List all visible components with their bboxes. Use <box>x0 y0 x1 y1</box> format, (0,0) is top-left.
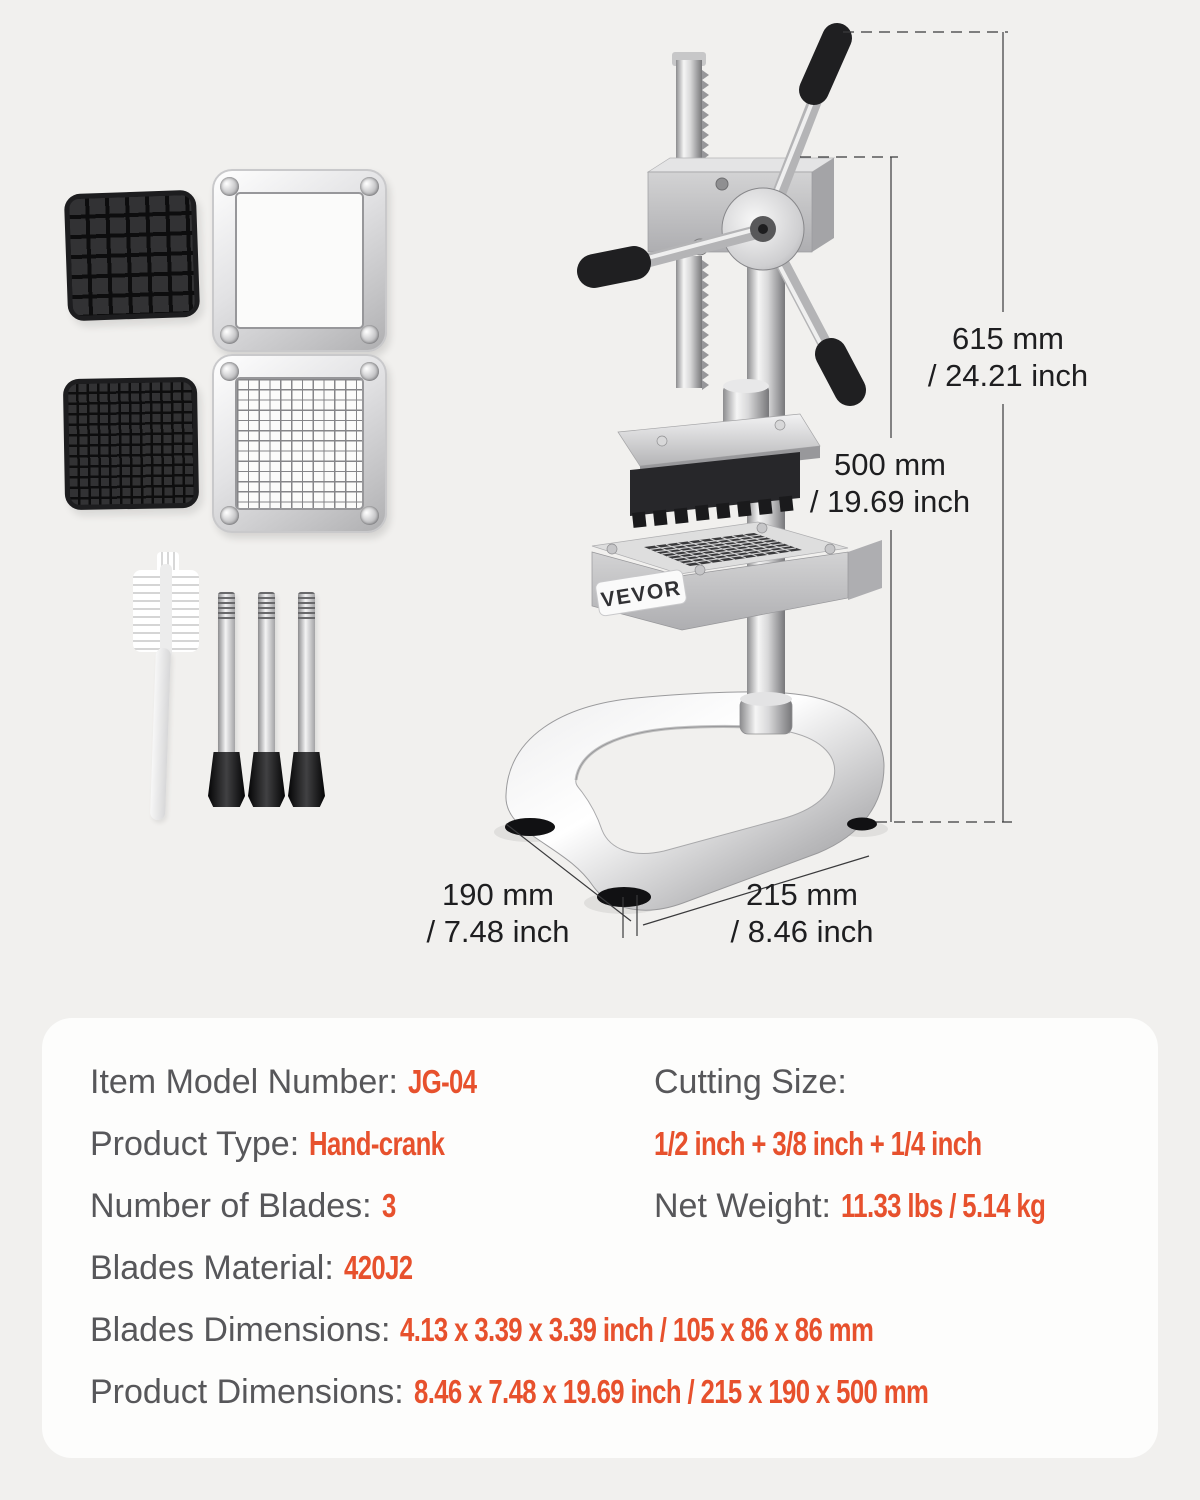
spec-blades-material <box>90 1248 432 1288</box>
spec-cutting-size-value <box>654 1124 1074 1164</box>
spec-label: Cutting Size: <box>654 1063 847 1101</box>
brand-label: VEVOR <box>599 576 684 613</box>
coarse-pusher-pegs <box>69 195 195 316</box>
blade-holder <box>592 522 882 630</box>
spec-value: 1/2 inch + 3/8 inch + 1/4 inch <box>654 1125 982 1162</box>
spec-product-dimensions <box>90 1372 1073 1412</box>
spare-rod <box>298 592 315 758</box>
spec-label: Item Model Number: <box>90 1063 398 1101</box>
rod-thread <box>218 592 235 620</box>
screw-icon <box>360 362 379 381</box>
spec-value: Hand-crank <box>309 1125 445 1162</box>
spec-value: JG-04 <box>408 1063 477 1100</box>
dimension-metric: 500 mm <box>834 447 946 482</box>
spec-label: Blades Dimensions: <box>90 1311 391 1349</box>
coarse-blade-grid <box>212 169 387 352</box>
spec-label: Product Dimensions: <box>90 1373 404 1411</box>
screw-icon <box>360 177 379 196</box>
spec-value: 4.13 x 3.39 x 3.39 inch / 105 x 86 x 86 mm <box>400 1311 874 1348</box>
dimension-metric: 615 mm <box>952 321 1064 356</box>
dimension-metric: 190 mm <box>442 877 554 912</box>
spare-rod <box>258 592 275 758</box>
coarse-blade-grid-wires <box>235 192 364 329</box>
spec-product-type <box>90 1124 483 1164</box>
fine-blade-grid <box>212 354 387 533</box>
dimension-imperial: / 24.21 inch <box>927 358 1089 393</box>
spare-rod <box>218 592 235 758</box>
screw-icon <box>360 506 379 525</box>
spec-label: Number of Blades: <box>90 1187 372 1225</box>
brush-stem <box>160 564 172 658</box>
spec-item-model-number <box>90 1062 496 1102</box>
spec-label: Blades Material: <box>90 1249 334 1287</box>
spec-value: 420J2 <box>343 1249 413 1286</box>
screw-icon <box>220 506 239 525</box>
spec-label: Product Type: <box>90 1125 300 1163</box>
dimension-metric: 215 mm <box>746 877 858 912</box>
coarse-pusher-block <box>64 190 200 322</box>
rod-cap <box>288 752 325 807</box>
dimension-total-height <box>908 320 1108 394</box>
brush-head <box>133 570 199 652</box>
spec-value: 8.46 x 7.48 x 19.69 inch / 215 x 190 x 500 mm <box>413 1373 928 1410</box>
screw-icon <box>220 177 239 196</box>
spec-blades-dimensions <box>90 1310 1007 1350</box>
screw-icon <box>220 362 239 381</box>
rod-thread <box>258 592 275 620</box>
dimension-base-width <box>702 876 902 950</box>
rod-cap <box>248 752 285 807</box>
fine-pusher-block <box>63 377 199 510</box>
spec-value: 3 <box>381 1187 396 1224</box>
fine-blade-grid-wires <box>235 377 364 510</box>
dimension-imperial: / 8.46 inch <box>730 914 874 949</box>
screw-icon <box>360 325 379 344</box>
spec-cutting-size-label <box>654 1062 847 1102</box>
dimension-column-height <box>790 446 990 520</box>
spec-label: Net Weight: <box>654 1187 832 1225</box>
spec-net-weight <box>654 1186 1103 1226</box>
screw-icon <box>220 325 239 344</box>
rod-thread <box>298 592 315 620</box>
dimension-imperial: / 7.48 inch <box>426 914 570 949</box>
spec-number-of-blades <box>90 1186 399 1226</box>
spec-panel <box>42 1018 1158 1458</box>
rod-cap <box>208 752 245 807</box>
spec-value: 11.33 lbs / 5.14 kg <box>841 1187 1046 1224</box>
dimension-imperial: / 19.69 inch <box>809 484 971 519</box>
dimension-base-depth <box>398 876 598 950</box>
fine-pusher-pegs <box>68 382 194 505</box>
